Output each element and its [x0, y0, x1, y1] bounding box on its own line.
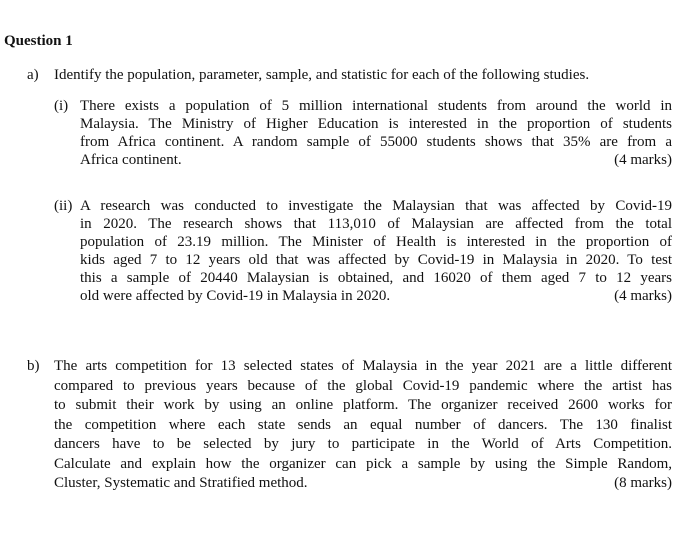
part-b-line: Cluster, Systematic and Stratified method. [54, 475, 308, 491]
item-i-line: There exists a population of 5 million international students from around the world in [80, 98, 672, 114]
item-i-line: Malaysia. The Ministry of Higher Education is interested in the proportion of students [80, 116, 672, 132]
item-ii-line: in 2020. The research shows that 113,010 of Malaysian are affected from the total [80, 216, 672, 232]
part-b-line: compared to previous years because of the global Covid-19 pandemic where the artist has [54, 377, 672, 394]
part-b-line: to submit their work by using an online platform. The organizer received 2600 works for [54, 397, 672, 413]
item-ii-label: (ii) [54, 198, 73, 214]
item-ii-line: kids aged 7 to 12 years old that was affected by Covid-19 in Malaysia in 2020. To test [80, 252, 672, 268]
item-i-text [80, 97, 672, 169]
item-ii-line: population of 23.19 million. The Minister of Health is interested in the proportion of [80, 234, 672, 250]
item-ii-text [80, 197, 672, 305]
part-b-line: dancers have to be selected by jury to participate in the World of Arts Competition. [54, 436, 672, 452]
part-b-line: the competition where each state sends an equal number of dancers. The 130 finalist [54, 416, 672, 433]
part-b-line: Calculate and explain how the organizer can pick a sample by using the Simple Random, [54, 455, 672, 472]
part-b-last-line [54, 474, 672, 494]
item-ii-marks: (4 marks) [614, 288, 672, 304]
item-i-line: Africa continent. [80, 152, 182, 168]
question-title: Question 1 [4, 33, 73, 49]
item-i-marks: (4 marks) [614, 152, 672, 168]
part-b-text [54, 357, 672, 494]
part-b-marks: (8 marks) [614, 475, 672, 491]
part-b-line: The arts competition for 13 selected states of Malaysia in the year 2021 are a little different [54, 358, 672, 374]
item-ii-line: old were affected by Covid-19 in Malaysia in 2020. [80, 288, 391, 304]
part-a-label: a) [27, 67, 39, 83]
item-ii-last-line [80, 287, 672, 305]
item-ii-line: A research was conducted to investigate the Malaysian that was affected by Covid-19 [80, 198, 672, 214]
part-b-label: b) [27, 358, 40, 374]
part-a-instruction: Identify the population, parameter, sample, and statistic for each of the following studies. [54, 67, 590, 83]
item-i-last-line [80, 151, 672, 169]
item-i-line: from Africa continent. A random sample of 55000 students shows that 35% are from a [80, 134, 672, 150]
item-i-label: (i) [54, 98, 69, 114]
item-ii-line: this a sample of 20440 Malaysian is obtained, and 16020 of them aged 7 to 12 years [80, 270, 672, 286]
